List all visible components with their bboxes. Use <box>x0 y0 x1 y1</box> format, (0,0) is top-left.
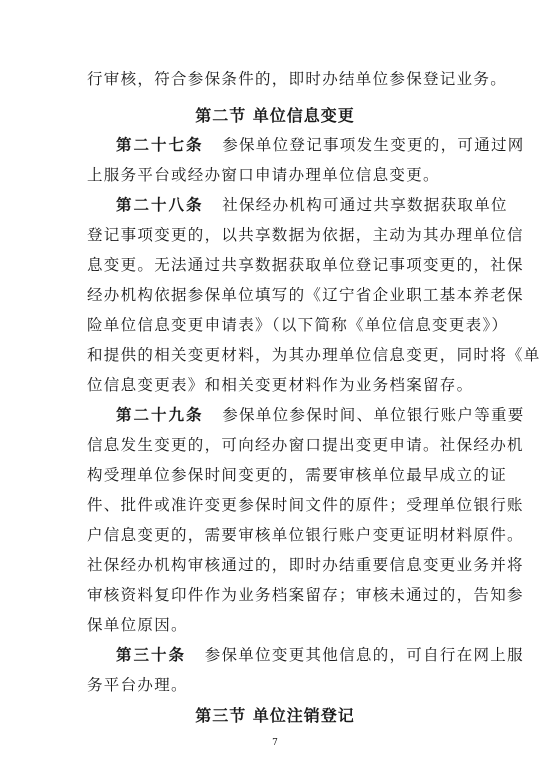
body-line: 户信息变更的，需要审核单位银行账户变更证明材料原件。 <box>87 526 524 544</box>
article-30-first-line <box>116 645 524 665</box>
article-27-first-line <box>116 135 525 155</box>
article-title: 第二十九条 <box>116 406 204 424</box>
article-text: 参保单位变更其他信息的，可自行在网上服 <box>204 646 524 664</box>
body-line: 经办机构依据参保单位填写的《辽宁省企业职工基本养老保 <box>87 286 524 304</box>
body-line: 构受理单位参保时间变更的，需要审核单位最早成立的证 <box>87 466 508 484</box>
article-text: 参保单位参保时间、单位银行账户等重要 <box>222 406 525 424</box>
article-29-first-line <box>116 405 525 425</box>
article-text: 参保单位登记事项发生变更的，可通过网 <box>222 136 525 154</box>
article-title: 第二十八条 <box>116 196 204 214</box>
body-line: 位信息变更表》和相关变更材料作为业务档案留存。 <box>87 376 474 394</box>
body-line: 保单位原因。 <box>87 616 188 634</box>
body-line: 息变更。无法通过共享数据获取单位登记事项变更的，社保 <box>87 256 524 274</box>
body-line: 和提供的相关变更材料，为其办理单位信息变更，同时将《单 <box>87 346 541 364</box>
article-text: 社保经办机构可通过共享数据获取单位 <box>222 196 508 214</box>
section-heading: 第二节 单位信息变更 <box>195 106 355 125</box>
body-line: 险单位信息变更申请表》（以下简称《单位信息变更表》） <box>87 316 509 334</box>
body-line: 务平台办理。 <box>87 676 188 694</box>
body-line: 登记事项变更的，以共享数据为依据，主动为其办理单位信 <box>87 226 524 244</box>
body-line: 信息发生变更的，可向经办窗口提出变更申请。社保经办机 <box>87 436 524 454</box>
body-line: 上服务平台或经办窗口申请办理单位信息变更。 <box>87 166 440 184</box>
article-28-first-line <box>116 195 508 215</box>
section-heading: 第三节 单位注销登记 <box>195 706 355 725</box>
body-line: 件、批件或准许变更参保时间文件的原件；受理单位银行账 <box>87 496 524 514</box>
body-line: 社保经办机构审核通过的，即时办结重要信息变更业务并将 <box>87 556 524 574</box>
article-title: 第三十条 <box>116 646 187 664</box>
page-number: 7 <box>272 738 278 748</box>
body-line: 审核资料复印件作为业务档案留存；审核未通过的，告知参 <box>87 586 524 604</box>
article-title: 第二十七条 <box>116 136 204 154</box>
body-line: 行审核，符合参保条件的，即时办结单位参保登记业务。 <box>87 70 508 88</box>
